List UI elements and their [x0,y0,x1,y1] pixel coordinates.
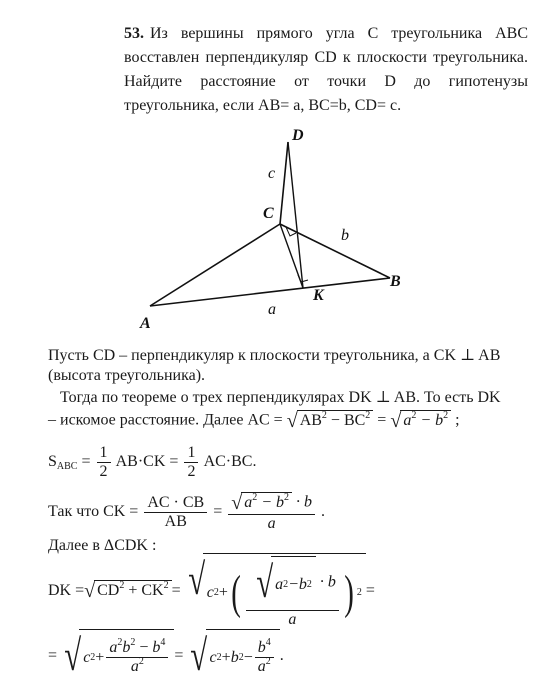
big-sqrt-2: √ c 2 + $\frac{a^2b^2 - b^4}{a^2}$ [57,629,174,683]
big-sqrt-1: √ c 2 + ( √ a 2 − b 2 · b a ) 2 [181,553,366,629]
segment-cd [280,142,288,224]
area-symbol: S [48,453,57,471]
half-fraction-2: $\frac{1}{2}$ [184,444,198,481]
tak-chto: Так что CK = [48,503,143,521]
label-b: B [390,273,401,290]
ac-bc: AC·BC. [203,453,257,471]
eq-2: = [213,503,227,521]
dk-formula [48,555,518,628]
solution-line-4 [48,410,518,432]
problem-number: 53. [124,25,144,42]
label-b-length: b [341,227,349,244]
area-formula [48,444,518,481]
final-formula [48,628,518,684]
ac-prefix: – искомое расстояние. Далее AC = [48,411,283,429]
problem-statement [124,22,528,118]
big-sqrt-3: √ c 2 + b 2 − $\frac{b^4}{a^2}$ [183,629,279,683]
geometry-figure [138,120,418,335]
eq-5: = [48,647,58,664]
right-angle-k [298,275,308,282]
label-k: K [313,287,324,304]
ab-term: AB [299,412,322,429]
b-var: − b [416,412,444,429]
problem-text: Из вершины прямого угла C треугольника ABC восставлен перпендикуляр CD к плоскости треугольника. Найдите расстояние от точки D до гипотенузы треугольника, если AB= a, BC=b, CD= c. [124,25,528,114]
sqrt-cd-ck: √ $CD^2 + CK^2$ [84,580,171,602]
dalee-line: Далее в ΔCDK : [48,537,157,554]
eq-6: = [174,647,184,664]
dk-label: DK = [48,582,85,599]
solution-line-3: Тогда по теореме о трех перпендикулярах DK ⊥ AB. То есть DK [60,389,501,406]
label-a-length: a [268,301,276,318]
equals-sign: = [377,411,391,429]
eq-3: = [171,582,181,599]
sqrt-ab-bc: √ $AB^2 - BC^2$ [287,410,374,432]
period-2: . [279,647,284,664]
label-c-length: c [268,165,276,182]
half-fraction-1: $\frac{1}{2}$ [97,444,111,481]
period: . [321,503,326,521]
eq-1: = [77,453,95,471]
ck-formula [48,492,518,533]
eq-4: = [365,582,375,599]
semicolon: ; [455,411,460,429]
ck-fraction-2: √ $a^2 - b^2$ · b a [228,492,315,533]
area-subscript: ABC [56,461,78,473]
solution-line-1: Пусть CD – перпендикуляр к плоскости треугольника, а CK ⊥ AB [48,347,501,364]
solution-line-2: (высота треугольника). [48,367,206,384]
label-c: C [263,205,274,222]
ck-fraction-1: $\frac{AC \cdot CB}{AB}$ [144,494,207,531]
triangle-diagram [138,120,418,335]
label-a: A [140,315,151,332]
ab-ck: AB·CK = [115,453,183,471]
a-var: a [403,412,412,429]
label-d: D [292,127,304,144]
sqrt-a-b: √ $a^2 - b^2$ [390,410,451,432]
bc-term: − BC [326,412,366,429]
